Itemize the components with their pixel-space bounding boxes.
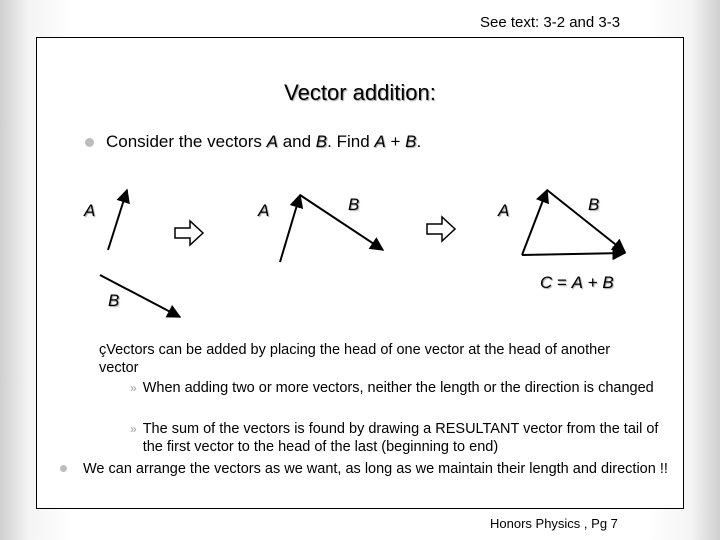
vector-b-2: [300, 195, 383, 250]
intro-find: . Find: [327, 132, 375, 151]
point-resultant-text: The sum of the vectors is found by drawing a RESULTANT vector from the tail of the first vector to the head of the last (beginning to end): [142, 421, 659, 455]
label-b-group2: B: [348, 195, 360, 214]
vector-c-resultant: [522, 253, 625, 255]
point-unchanged-text: When adding two or more vectors, neither the length or the direction is changed: [142, 380, 654, 396]
eq-b: B: [602, 273, 614, 292]
vector-b-3: [547, 190, 625, 252]
intro-vec-b: B: [315, 132, 328, 151]
header-reference: See text: 3-2 and 3-3: [480, 14, 621, 31]
point-arrange-text: We can arrange the vectors as we want, as long as we maintain their length and direction !!: [83, 461, 668, 477]
point-unchanged: [130, 379, 660, 397]
eq-plus: +: [583, 273, 603, 292]
label-b-group3: B: [588, 195, 600, 214]
point-arrange: [60, 460, 670, 478]
intro-plus: +: [385, 132, 406, 151]
label-a-group3: A: [498, 201, 510, 220]
sub-bullet-icon: »: [130, 422, 137, 436]
slide-title: Vector addition:: [284, 80, 436, 105]
eq-c: C: [540, 273, 553, 292]
label-a-group1: A: [84, 201, 96, 220]
intro-and: and: [277, 132, 316, 151]
intro-end: .: [416, 132, 422, 151]
point-resultant: [130, 420, 670, 456]
hollow-arrow-1-icon: [175, 221, 203, 245]
label-b-group1: B: [108, 291, 120, 310]
vector-a-2: [280, 195, 300, 262]
intro-vec-a: A: [266, 132, 278, 151]
eq-equals: =: [552, 273, 572, 292]
point-head-to-head: çVectors can be added by placing the head of one vector at the head of another vector: [99, 342, 611, 376]
intro-vec-b2: B: [405, 132, 417, 151]
page-footer: Honors Physics , Pg 7: [490, 516, 618, 531]
resultant-equation: [540, 273, 614, 293]
eq-a: A: [571, 273, 583, 292]
sub-bullet-icon: »: [130, 381, 137, 395]
vector-a-3: [522, 190, 547, 255]
label-a-group2: A: [258, 201, 270, 220]
intro-vec-a2: A: [374, 132, 386, 151]
bullet-dot-icon: [60, 465, 67, 472]
vector-a-1: [108, 190, 127, 250]
intro-prefix: Consider the vectors: [106, 132, 267, 151]
hollow-arrow-2-icon: [427, 217, 455, 241]
